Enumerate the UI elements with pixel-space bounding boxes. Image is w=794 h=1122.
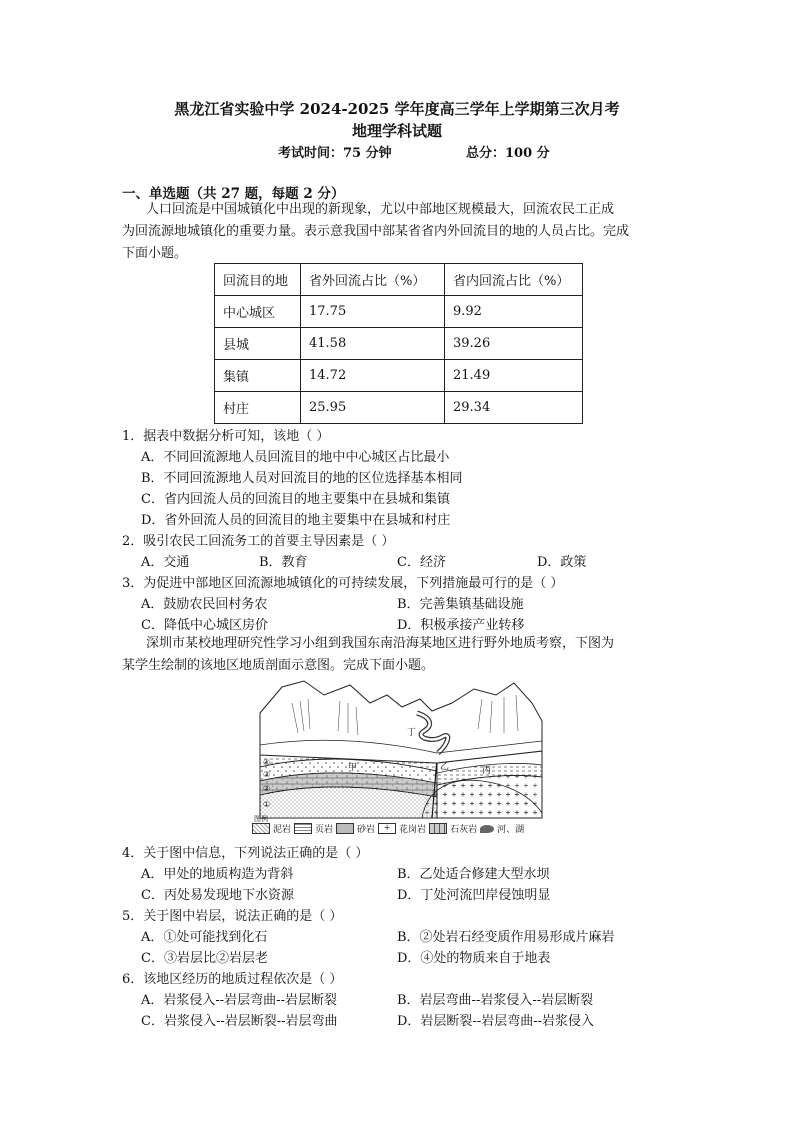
table-header-cell: 省内回流占比（%） <box>445 264 583 296</box>
question-1-stem: 1．据表中数据分析可知，该地（ ） <box>122 429 330 444</box>
question-2-option-d: D．政策 <box>537 555 587 570</box>
river-lake-icon <box>480 825 494 833</box>
question-4-option-a: A．甲处的地质构造为背斜 <box>141 867 294 882</box>
legend-label: 泥岩 <box>273 825 292 835</box>
question-4-option-b: B．乙处适合修建大型水坝 <box>397 867 550 882</box>
table-header-row <box>215 264 583 296</box>
question-5-option-a: A．①处可能找到化石 <box>141 930 268 945</box>
table-cell: 41.58 <box>301 328 445 360</box>
question-6-option-c: C．岩浆侵入--岩层断裂--岩层弯曲 <box>141 1014 338 1029</box>
geologic-profile-figure <box>252 673 552 823</box>
question-2-option-c: C．经济 <box>397 555 446 570</box>
legend-swatch-limestone <box>429 823 447 834</box>
exam-score: 总分：100 分 <box>466 146 550 161</box>
question-5-stem: 5．关于图中岩层，说法正确的是（ ） <box>122 909 343 924</box>
label-yi: 乙 <box>440 762 450 772</box>
question-3-stem: 3．为促进中部地区回流源地城镇化的可持续发展，下列措施最可行的是（ ） <box>122 576 564 591</box>
legend-label: 砂岩 <box>357 825 376 835</box>
question-5-option-b: B．②处岩石经变质作用易形成片麻岩 <box>397 930 615 945</box>
question-2-option-a: A．交通 <box>141 555 190 570</box>
exam-time: 考试时间：75 分钟 <box>278 146 392 161</box>
table-cell: 39.26 <box>445 328 583 360</box>
table-cell: 村庄 <box>215 392 301 424</box>
question-2-stem: 2．吸引农民工回流务工的首要主导因素是（ ） <box>122 534 395 549</box>
label-jia: 甲 <box>348 763 358 773</box>
question-3-option-b: B．完善集镇基础设施 <box>397 597 524 612</box>
legend-swatch-shale <box>294 823 312 834</box>
exam-subject: 地理学科试题 <box>351 122 442 140</box>
table-cell: 25.95 <box>301 392 445 424</box>
label-bing: 丙 <box>482 766 492 776</box>
question-1-option-d: D．省外回流人员的回流目的地主要集中在县城和村庄 <box>141 513 451 528</box>
table-cell: 集镇 <box>215 360 301 392</box>
question-4-option-d: D．丁处河流凹岸侵蚀明显 <box>397 888 551 903</box>
exam-title: 黑龙江省实验中学 2024-2025 学年度高三学年上学期第三次月考 <box>174 100 620 118</box>
table-row <box>215 392 583 424</box>
data-table <box>214 263 583 424</box>
intro1-line2: 为回流源地城镇化的重要力量。表示意我国中部某省省内外回流目的地的人员占比。完成 <box>122 224 630 239</box>
question-5-option-c: C．③岩层比②岩层老 <box>141 951 268 966</box>
legend-swatch-sandstone <box>336 823 354 834</box>
question-1-option-c: C．省内回流人员的回流目的地主要集中在县城和集镇 <box>141 492 450 507</box>
question-6-stem: 6．该地区经历的地质过程依次是（ ） <box>122 972 343 987</box>
legend-label: 河、湖 <box>497 825 525 835</box>
question-2-option-b: B．教育 <box>259 555 308 570</box>
section-heading: 一、单选题（共 27 题，每题 2 分） <box>122 186 345 202</box>
table-header-cell: 省外回流占比（%） <box>301 264 445 296</box>
table-cell: 中心城区 <box>215 296 301 328</box>
table-header-cell: 回流目的地 <box>215 264 301 296</box>
table-cell: 29.34 <box>445 392 583 424</box>
table-cell: 9.92 <box>445 296 583 328</box>
question-1-option-b: B．不同回流源地人员对回流目的地的区位选择基本相同 <box>141 471 463 486</box>
intro1-line1: 人口回流是中国城镇化中出现的新现象，尤以中部地区规模最大，回流农民工正成 <box>146 202 615 217</box>
legend-label: 石灰岩 <box>450 825 478 835</box>
label-ding: 丁 <box>407 728 417 738</box>
layer-4-label: ④ <box>263 758 271 767</box>
figure-legend <box>252 822 524 835</box>
question-4-stem: 4．关于图中信息，下列说法正确的是（ ） <box>122 846 369 861</box>
table-cell: 17.75 <box>301 296 445 328</box>
question-3-option-d: D．积极承接产业转移 <box>397 618 525 633</box>
table-cell: 县城 <box>215 328 301 360</box>
table-row <box>215 360 583 392</box>
question-6-option-b: B．岩层弯曲--岩浆侵入--岩层断裂 <box>397 993 594 1008</box>
layer-3-label: ③ <box>263 770 271 779</box>
question-6-option-d: D．岩层断裂--岩层弯曲--岩浆侵入 <box>397 1014 594 1029</box>
legend-swatch-granite: + <box>378 823 396 834</box>
layer-2-label: ② <box>263 784 271 793</box>
question-3-option-a: A．鼓励农民回村务农 <box>141 597 268 612</box>
intro2-line2: 某学生绘制的该地区地质剖面示意图。完成下面小题。 <box>122 658 435 673</box>
table-cell: 14.72 <box>301 360 445 392</box>
question-1-option-a: A．不同回流源地人员回流目的地中中心城区占比最小 <box>141 450 450 465</box>
table-row <box>215 296 583 328</box>
question-4-option-c: C．丙处易发现地下水资源 <box>141 888 294 903</box>
question-3-option-c: C．降低中心城区房价 <box>141 618 268 633</box>
legend-swatch-mudstone <box>252 823 270 834</box>
legend-label: 花岗岩 <box>399 825 427 835</box>
table-row <box>215 328 583 360</box>
layer-1-label: ① <box>263 800 271 809</box>
question-5-option-d: D．④处的物质来自于地表 <box>397 951 551 966</box>
legend-title: 图例 <box>254 815 268 823</box>
legend-label: 页岩 <box>315 825 334 835</box>
intro1-line3: 下面小题。 <box>122 246 188 261</box>
question-6-option-a: A．岩浆侵入--岩层弯曲--岩层断裂 <box>141 993 337 1008</box>
table-cell: 21.49 <box>445 360 583 392</box>
intro2-line1: 深圳市某校地理研究性学习小组到我国东南沿海某地区进行野外地质考察，下图为 <box>146 636 615 651</box>
